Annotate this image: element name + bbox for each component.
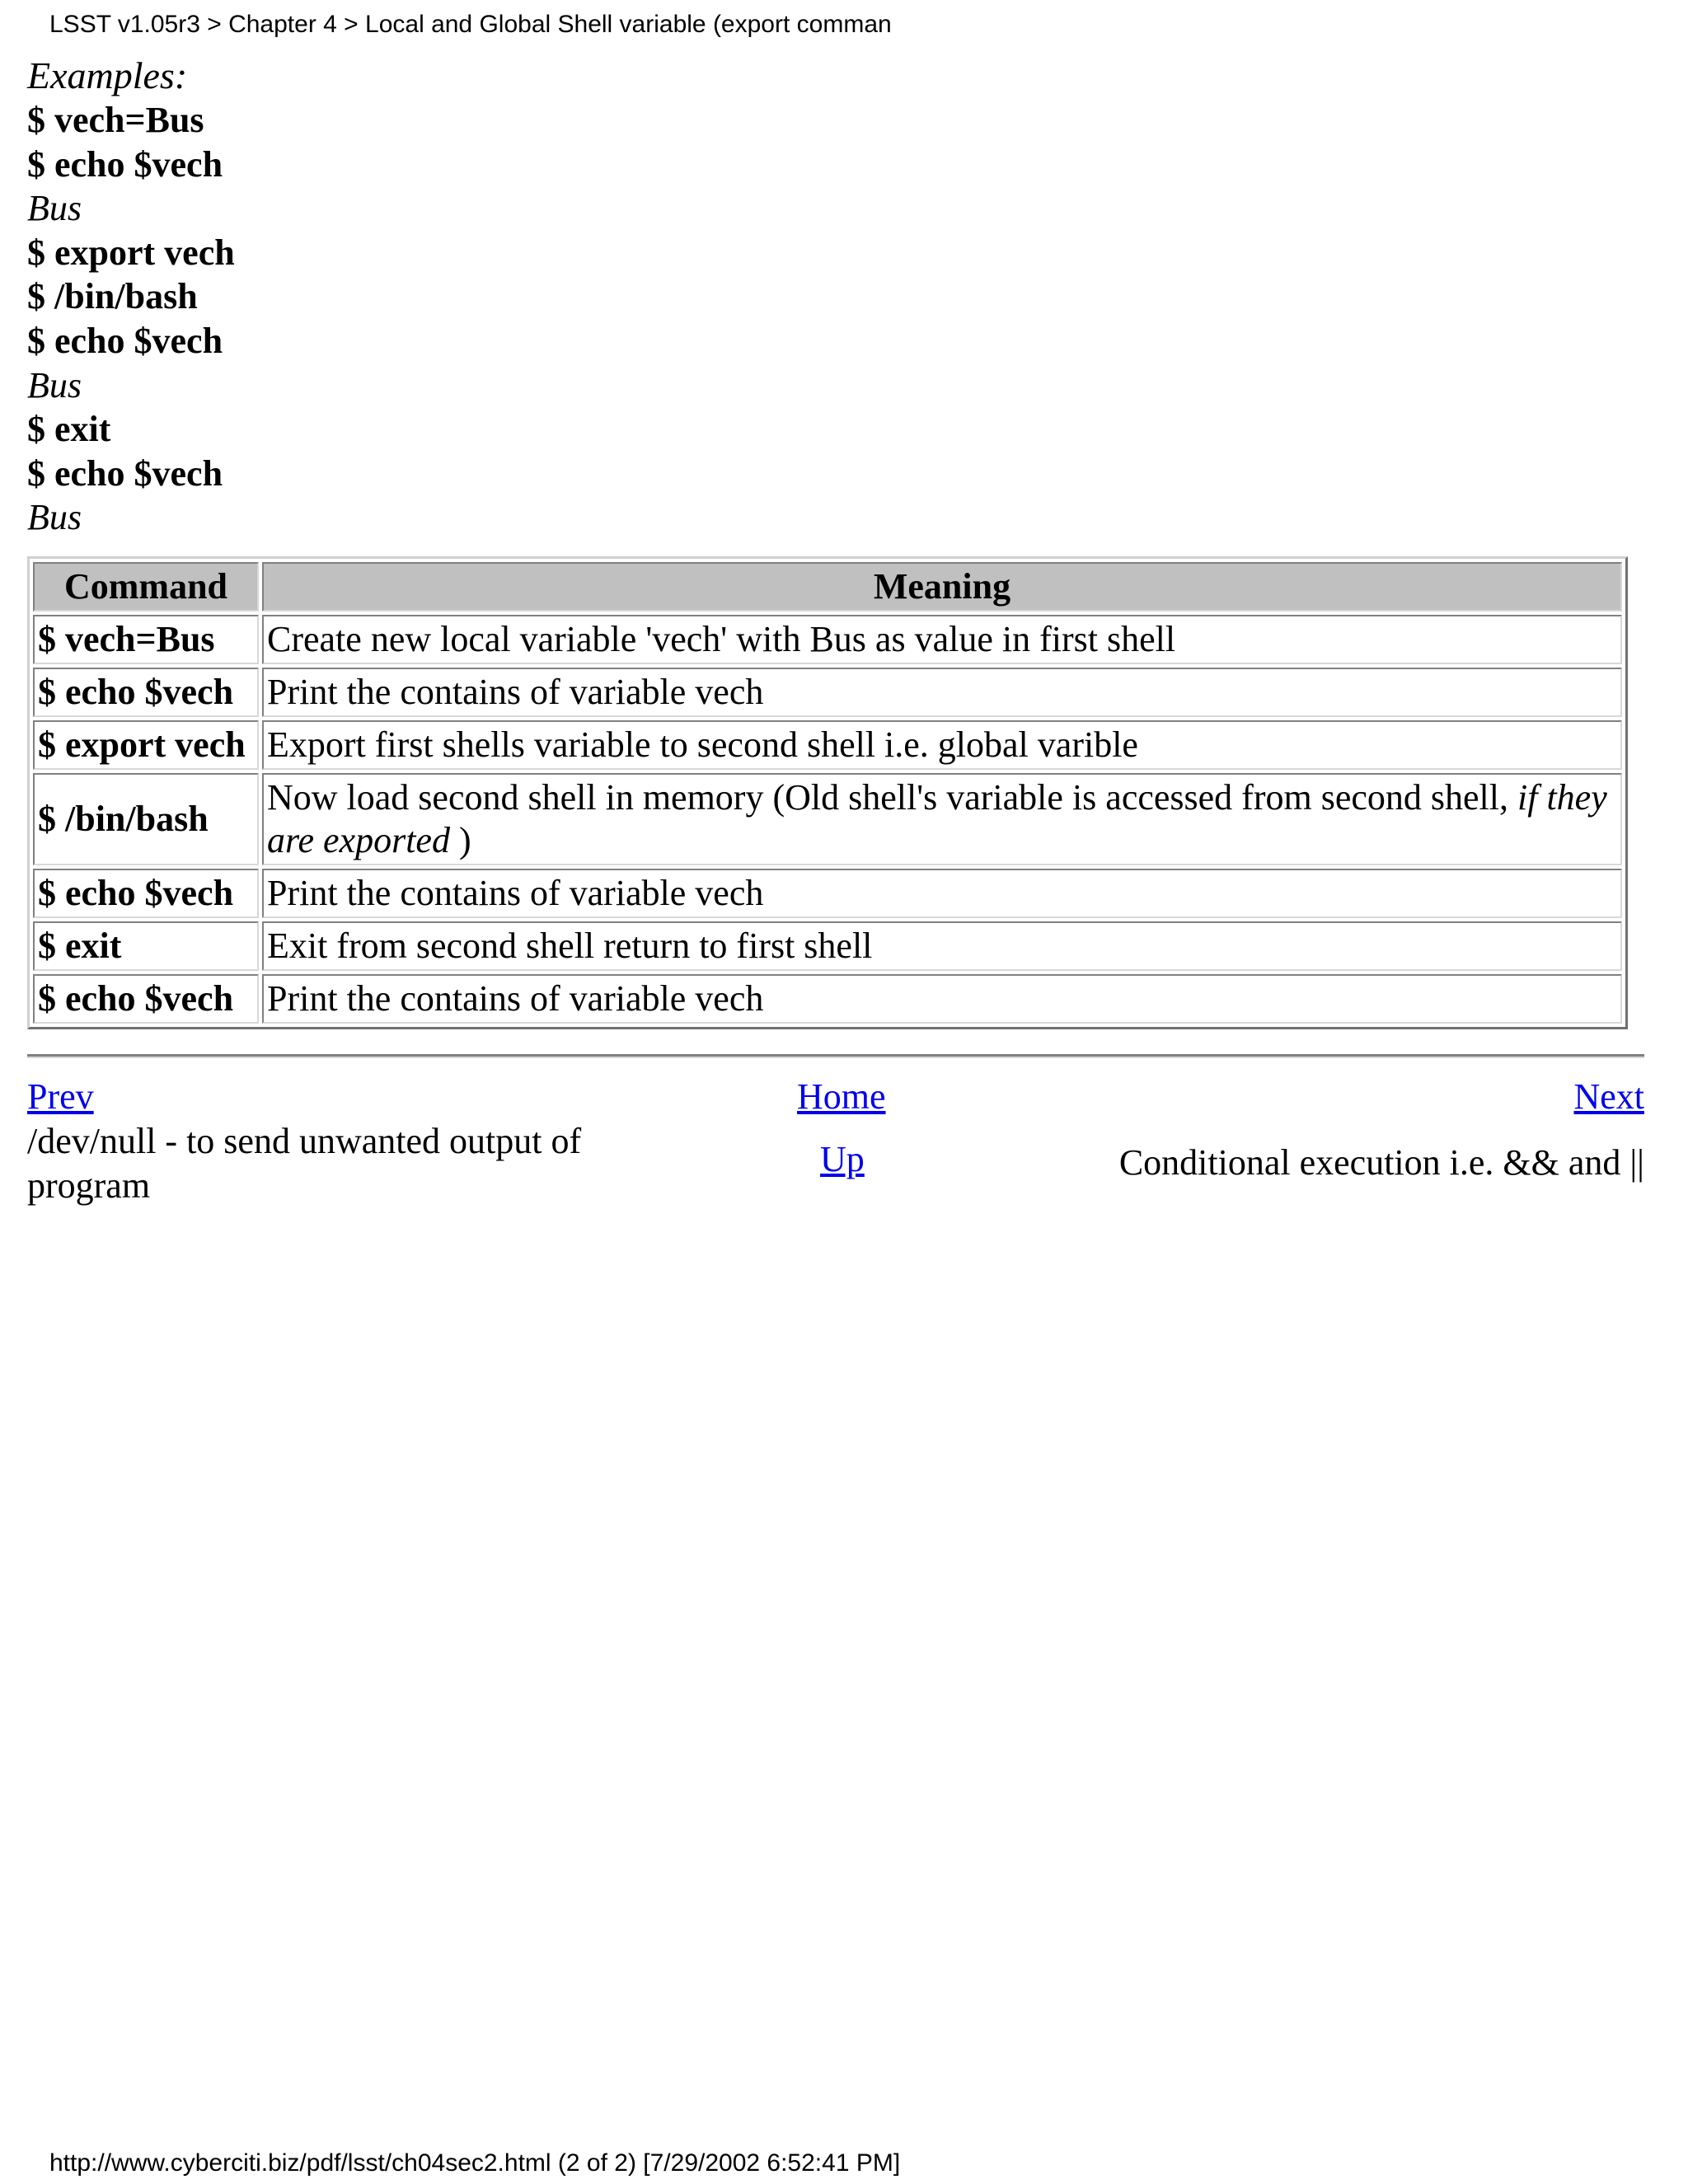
command-cell: $ vech=Bus bbox=[33, 615, 259, 664]
table-row bbox=[33, 720, 1622, 770]
meaning-cell: Print the contains of variable vech bbox=[262, 869, 1622, 918]
command-cell: $ /bin/bash bbox=[33, 773, 259, 865]
meaning-cell: Exit from second shell return to first shell bbox=[262, 921, 1622, 971]
column-header-command: Command bbox=[33, 562, 259, 612]
command-cell: $ echo $vech bbox=[33, 668, 259, 717]
table-row bbox=[33, 668, 1622, 717]
navigation-divider bbox=[27, 1054, 1644, 1058]
table-row bbox=[33, 921, 1622, 971]
table-row bbox=[33, 773, 1622, 865]
page-header-breadcrumb: LSST v1.05r3 > Chapter 4 > Local and Global Shell variable (export comman bbox=[49, 11, 892, 38]
example-line: $ echo $vech bbox=[27, 452, 223, 494]
command-cell: $ echo $vech bbox=[33, 974, 259, 1024]
prev-page-title: /dev/null - to send unwanted output of program bbox=[27, 1120, 582, 1206]
prev-link[interactable]: Prev bbox=[27, 1076, 94, 1117]
command-cell: $ export vech bbox=[33, 720, 259, 770]
example-output: Bus bbox=[27, 497, 82, 538]
column-header-meaning: Meaning bbox=[262, 562, 1622, 612]
page-footer-url: http://www.cyberciti.biz/pdf/lsst/ch04sec2.html (2 of 2) [7/29/2002 6:52:41 PM] bbox=[49, 2149, 901, 2177]
example-line: $ export vech bbox=[27, 232, 235, 273]
table-row bbox=[33, 869, 1622, 918]
example-line: $ exit bbox=[27, 409, 111, 450]
home-link[interactable]: Home bbox=[797, 1076, 886, 1117]
meaning-tail-text: ) bbox=[449, 819, 471, 860]
meaning-cell: Export first shells variable to second shell i.e. global varible bbox=[262, 720, 1622, 770]
meaning-cell: Print the contains of variable vech bbox=[262, 668, 1622, 717]
table-row bbox=[33, 974, 1622, 1024]
example-line: $ /bin/bash bbox=[27, 276, 198, 317]
examples-title: Examples: bbox=[27, 54, 188, 96]
next-link[interactable]: Next bbox=[1573, 1076, 1644, 1117]
table-row bbox=[33, 615, 1622, 664]
meaning-text: Now load second shell in memory (Old shell's variable is accessed from second shell, bbox=[267, 776, 1508, 818]
command-cell: $ exit bbox=[33, 921, 259, 971]
meaning-cell: Create new local variable 'vech' with Bus as value in first shell bbox=[262, 615, 1622, 664]
next-page-title: Conditional execution i.e. && and || bbox=[1118, 1141, 1644, 1183]
example-line: $ vech=Bus bbox=[27, 100, 204, 140]
meaning-italic-text: if they are exported bbox=[267, 776, 1607, 860]
table-header-row bbox=[33, 562, 1622, 612]
example-line: $ echo $vech bbox=[27, 320, 223, 361]
command-meaning-table bbox=[27, 556, 1628, 1029]
example-output: Bus bbox=[27, 364, 82, 405]
main-content bbox=[27, 54, 1651, 1215]
page-navigation bbox=[27, 1075, 1644, 1215]
example-line: $ echo $vech bbox=[27, 143, 223, 185]
command-cell: $ echo $vech bbox=[33, 869, 259, 918]
example-commands bbox=[27, 98, 1651, 540]
up-link[interactable]: Up bbox=[820, 1138, 865, 1179]
example-output: Bus bbox=[27, 188, 82, 229]
meaning-cell: Print the contains of variable vech bbox=[262, 974, 1622, 1024]
meaning-cell bbox=[262, 773, 1622, 865]
